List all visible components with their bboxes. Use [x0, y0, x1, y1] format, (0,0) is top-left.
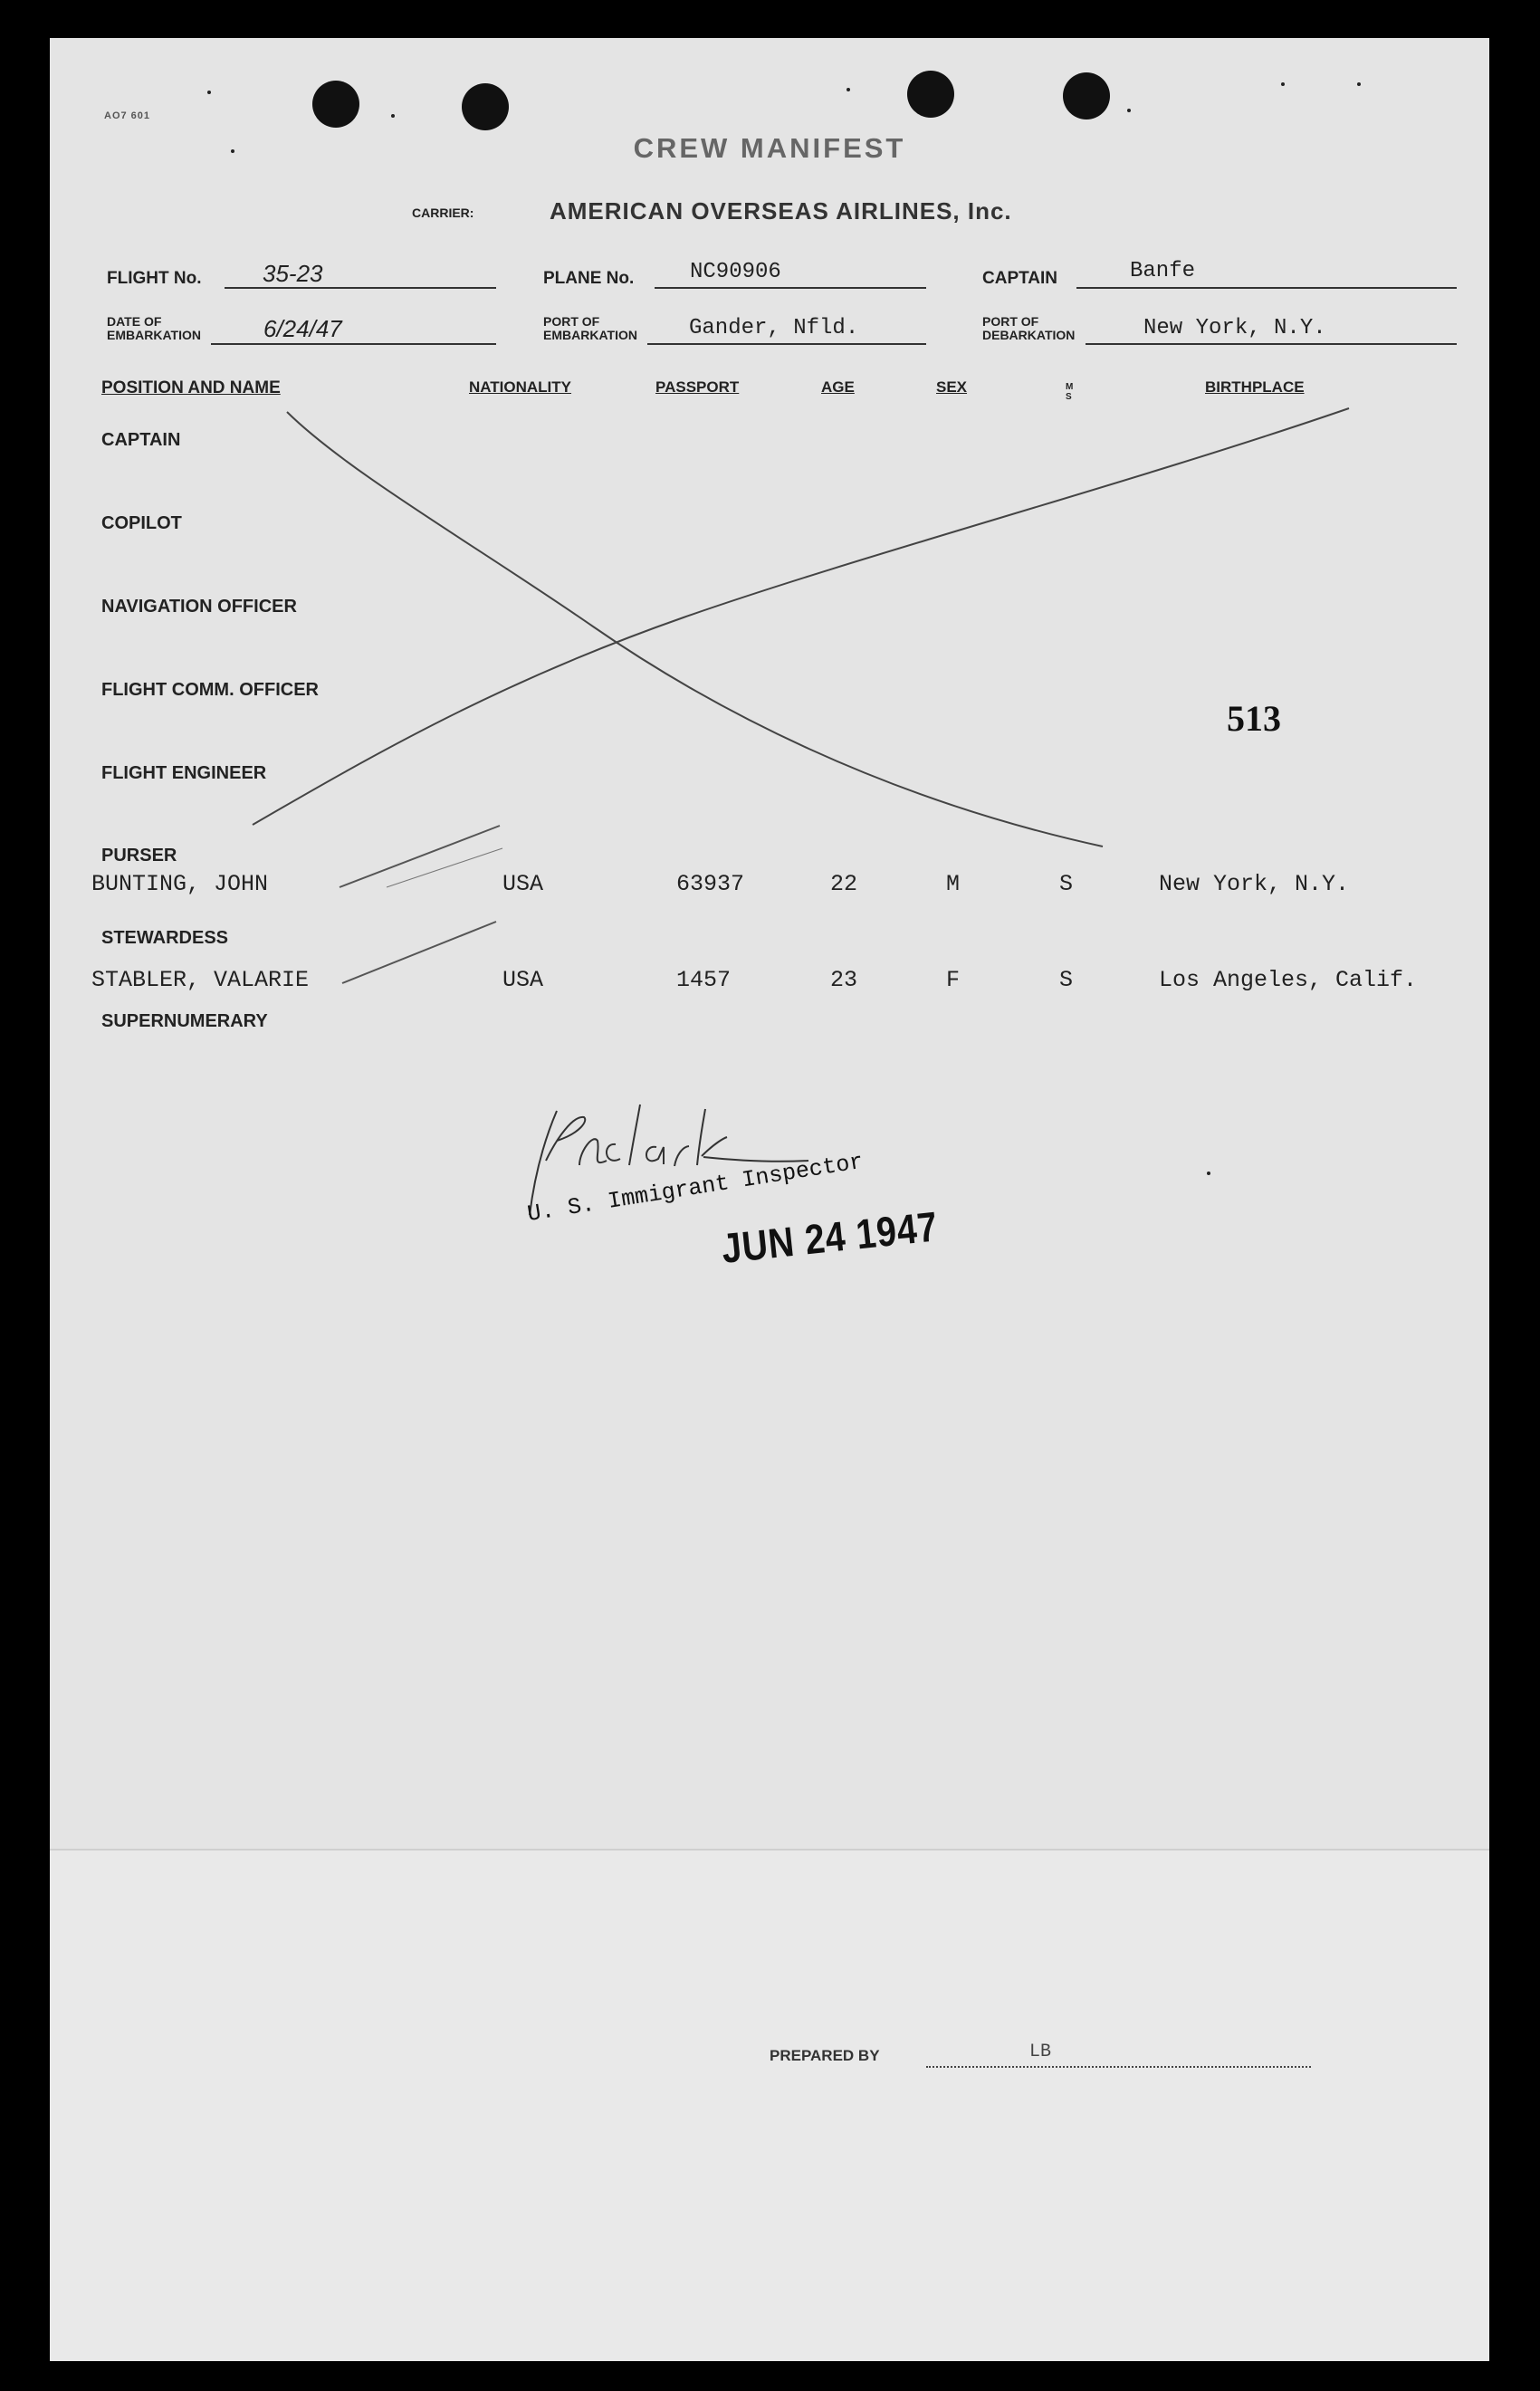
- crew-name: BUNTING, JOHN: [91, 871, 269, 897]
- position-supernumerary: SUPERNUMERARY: [101, 1011, 268, 1031]
- captain-value: Banfe: [1130, 259, 1196, 283]
- cross-out-line: [287, 412, 1103, 846]
- crew-ms: S: [1059, 967, 1074, 993]
- crew-birthplace: Los Angeles, Calif.: [1159, 967, 1418, 993]
- plane-no-label: PLANE No.: [543, 269, 635, 288]
- position-flight-comm-officer: FLIGHT COMM. OFFICER: [101, 680, 319, 700]
- crew-birthplace: New York, N.Y.: [1159, 871, 1350, 897]
- position-flight-engineer: FLIGHT ENGINEER: [101, 763, 267, 783]
- plane-no-value: NC90906: [690, 260, 781, 284]
- crew-passport: 63937: [676, 871, 745, 897]
- prepared-by-line: [926, 2066, 1311, 2068]
- crew-passport: 1457: [676, 967, 732, 993]
- dash-mark: [340, 826, 500, 887]
- col-passport: PASSPORT: [655, 378, 740, 396]
- crew-sex: M: [946, 871, 961, 897]
- port-debarkation-value: New York, N.Y.: [1143, 316, 1326, 340]
- date-embarkation-label-bottom: EMBARKATION: [107, 328, 201, 342]
- form-code: AO7 601: [104, 110, 151, 121]
- captain-label: CAPTAIN: [982, 269, 1058, 288]
- col-birthplace: BIRTHPLACE: [1205, 378, 1305, 396]
- crew-sex: F: [946, 967, 961, 993]
- date-embarkation-value: 6/24/47: [263, 315, 342, 342]
- col-ms-top: M: [1066, 382, 1074, 392]
- position-purser: PURSER: [101, 846, 177, 866]
- date-embarkation-label-top: DATE OF: [107, 314, 162, 329]
- col-age: AGE: [821, 378, 855, 396]
- flight-no-value: 35-23: [263, 260, 323, 287]
- col-ms-bottom: S: [1066, 392, 1072, 402]
- flight-no-label: FLIGHT No.: [107, 269, 202, 288]
- port-embarkation-label-bottom: EMBARKATION: [543, 328, 637, 342]
- port-debarkation-label-bottom: DEBARKATION: [982, 328, 1076, 342]
- position-captain: CAPTAIN: [101, 430, 181, 450]
- position-stewardess: STEWARDESS: [101, 928, 229, 948]
- crew-name: STABLER, VALARIE: [91, 967, 310, 993]
- page-number: 513: [1227, 698, 1281, 739]
- port-debarkation-label-top: PORT OF: [982, 314, 1039, 329]
- prepared-by-value: LB: [1029, 2042, 1052, 2062]
- pen-marks: [50, 38, 1489, 2361]
- crew-nationality: USA: [502, 967, 544, 993]
- dash-mark: [387, 848, 502, 887]
- prepared-by-label: PREPARED BY: [770, 2047, 880, 2064]
- position-copilot: COPILOT: [101, 513, 182, 533]
- stamp-inspector: U. S. Immigrant Inspector: [525, 1148, 866, 1228]
- dash-mark: [342, 922, 496, 983]
- port-embarkation-label-top: PORT OF: [543, 314, 600, 329]
- stamp-date: JUN 24 1947: [719, 1202, 941, 1273]
- crew-age: 22: [830, 871, 858, 897]
- port-embarkation-value: Gander, Nfld.: [689, 316, 859, 340]
- page-title: CREW MANIFEST: [633, 132, 906, 164]
- carrier-value: AMERICAN OVERSEAS AIRLINES, Inc.: [550, 197, 1012, 225]
- col-nationality: NATIONALITY: [469, 378, 572, 396]
- col-sex: SEX: [936, 378, 968, 396]
- carrier-label: CARRIER:: [412, 206, 474, 220]
- col-position-and-name: POSITION AND NAME: [101, 378, 281, 397]
- crew-nationality: USA: [502, 871, 544, 897]
- cross-out-line: [253, 408, 1349, 825]
- crew-age: 23: [830, 967, 858, 993]
- position-navigation-officer: NAVIGATION OFFICER: [101, 597, 297, 617]
- manifest-sheet: [50, 38, 1489, 2361]
- crew-ms: S: [1059, 871, 1074, 897]
